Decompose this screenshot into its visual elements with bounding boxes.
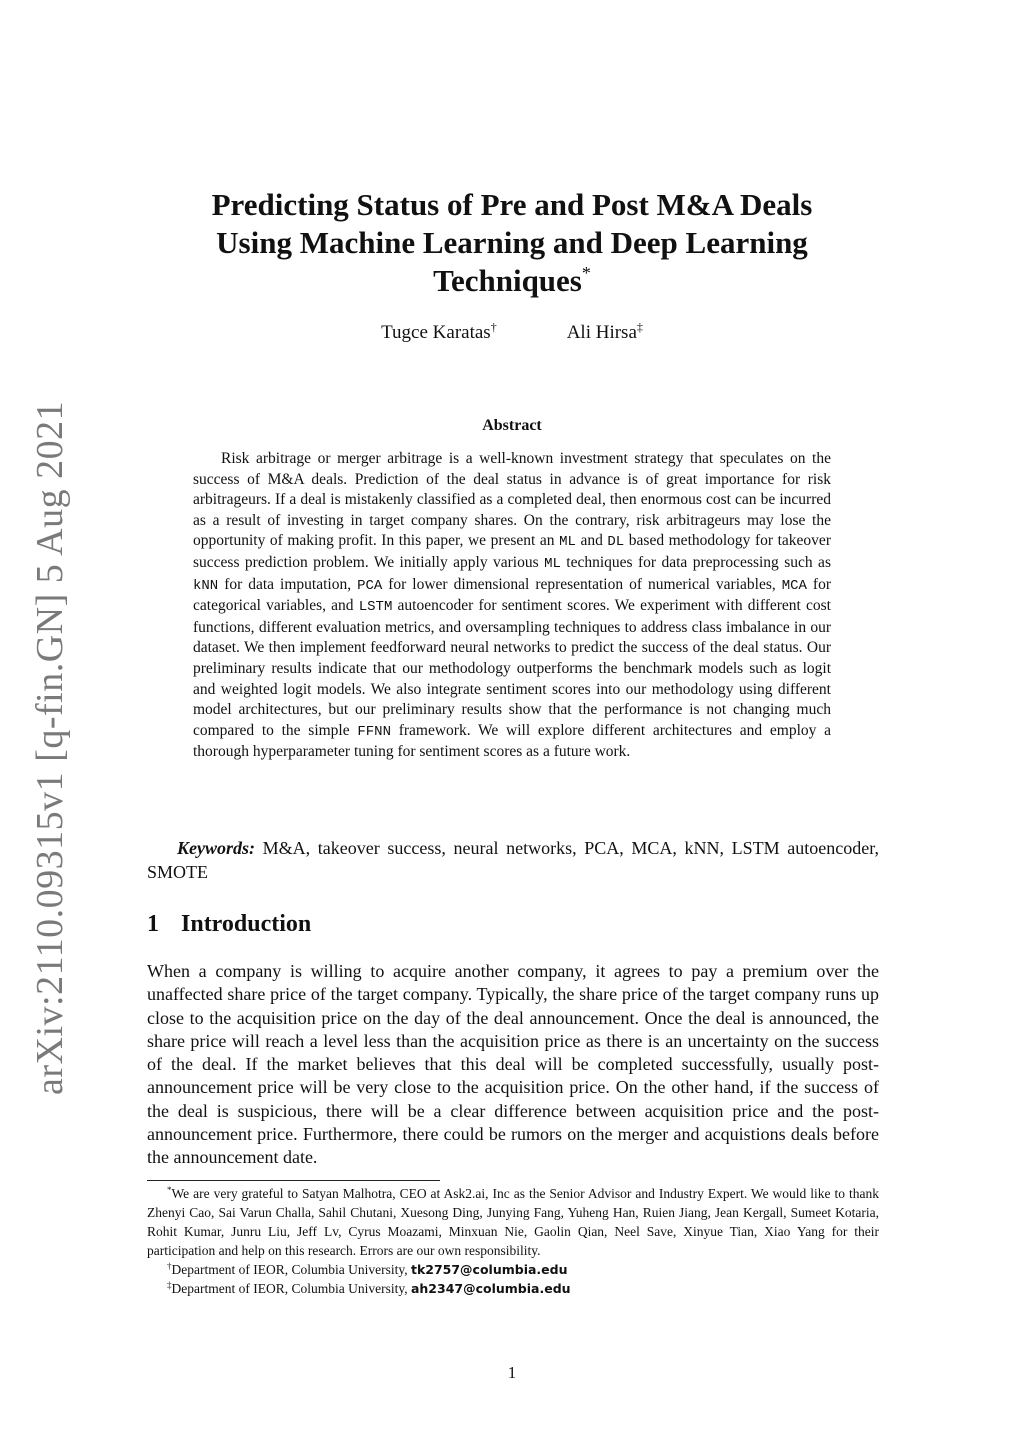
author-name: Tugce Karatas: [381, 322, 491, 343]
footnote-author-2: [147, 1279, 879, 1298]
abstract-code: ML: [559, 534, 576, 551]
author-hirsa: [567, 322, 643, 344]
author-email-link[interactable]: ah2347@columbia.edu: [410, 1281, 571, 1296]
arxiv-identifier-stamp: arXiv:2110.09315v1 [q-fin.GN] 5 Aug 2021: [29, 400, 71, 1095]
section-number: 1: [147, 911, 159, 937]
author-name: Ali Hirsa: [566, 322, 637, 343]
author-footnote-mark: ‡: [636, 320, 643, 334]
abstract-heading: Abstract: [482, 417, 542, 434]
title-line-3: [140, 262, 884, 300]
author-email-link[interactable]: tk2757@columbia.edu: [410, 1262, 568, 1277]
abstract-body: [193, 449, 831, 763]
author-list: [140, 322, 884, 344]
footnote-text: We are very grateful to Satyan Malhotra, CEO at Ask2.ai, Inc as the Senior Advisor and Industry Expert. We would like to thank Zhenyi Cao, Sai Varun Challa, Sahil Chutani, Xuesong Ding, Junying Fang, Yuheng Han, Ruien Jiang, Jean Kergall, Sumeet Kotaria, Rohit Kumar, Junru Liu, Jeff Lv, Cyrus Moazami, Minxuan Nie, Gaolin Qian, Neel Save, Xinyue Tian, Xiao Yang for their participation and help on this research. Errors are our own responsibility.: [147, 1186, 879, 1258]
abstract-text: for data imputation,: [218, 575, 358, 593]
footnotes: [147, 1184, 879, 1298]
paper-title: [140, 186, 884, 300]
abstract-code: PCA: [357, 577, 383, 594]
footnote-divider: [147, 1180, 440, 1181]
footnote-text: Department of IEOR, Columbia University,: [171, 1262, 411, 1277]
abstract-code: DL: [607, 534, 625, 551]
title-line-3-text: Techniques: [433, 263, 582, 298]
abstract-code: LSTM: [358, 599, 393, 616]
page-number: 1: [507, 1363, 517, 1382]
introduction-paragraph: When a company is willing to acquire another company, it agrees to pay a premium over the unaffected share price of the target company. Typically, the share price of the target company runs up close to the acquisition price on the day of the deal announcement. Once the deal is announced, the share price will reach a level less than the acquisition price as there is an uncertainty on the success of the deal. If the market believes that this deal will be completed successfully, usually post-announcement price will be very close to the acquisition price. On the other hand, if the success of the deal is suspicious, there will be a clear difference between acquisition price and the post-announcement price. Furthermore, there could be rumors on the merger and acquistions deals before the announcement date.: [147, 961, 879, 1168]
abstract-code: FFNN: [357, 723, 391, 740]
abstract-text: based methodology for takeover success prediction problem. We initially apply various: [193, 532, 831, 571]
section-title: Introduction: [181, 911, 312, 937]
section-heading: [147, 911, 311, 938]
abstract-text: framework. We will explore different architectures and employ a thorough hyperparameter tuning for sentiment scores as a future work.: [193, 721, 831, 761]
abstract-text: autoencoder for sentiment scores. We experiment with different cost functions, different evaluation metrics, and oversampling techniques to address class imbalance in our dataset. We then implement feedforward neural networks to predict the success of the deal status. Our preliminary results indicate that our methodology outperforms the benchmark models such as logit and weighted logit models. We also integrate sentiment scores into our methodology using different model architectures, but our preliminary results show that the performance is not changing much compared to the simple: [193, 597, 831, 739]
abstract-text: and: [575, 532, 608, 550]
abstract-text: techniques for data preprocessing such as: [560, 553, 831, 571]
keywords-text: M&A, takeover success, neural networks, PCA, MCA, kNN, LSTM autoencoder, SMOTE: [147, 838, 879, 882]
keywords-paragraph: [147, 836, 879, 884]
abstract-code: MCA: [781, 577, 807, 594]
keywords-label: Keywords:: [177, 838, 255, 858]
footnote-acknowledgements: [147, 1184, 879, 1260]
author-karatas: [381, 322, 497, 344]
abstract-text: Risk arbitrage or merger arbitrage is a well-known investment strategy that speculates on the success of M&A deals. Prediction of the deal status in advance is of great importance for risk arbitrageurs. If a deal is mistakenly classified as a completed deal, then enormous cost can be incurred as a result of investing in target company shares. On the contrary, risk arbitrageurs may lose the opportunity of making profit. In this paper, we present an: [193, 450, 831, 550]
footnote-mark: †: [167, 1261, 172, 1271]
footnote-mark: ‡: [167, 1280, 172, 1290]
title-footnote-mark: *: [581, 263, 591, 283]
title-line-1: Predicting Status of Pre and Post M&A Deals: [211, 187, 813, 222]
abstract-text: for categorical variables, and: [193, 575, 831, 615]
title-line-2: Using Machine Learning and Deep Learning: [216, 225, 808, 260]
abstract-code: ML: [544, 555, 561, 572]
footnote-author-1: [147, 1260, 879, 1279]
footnote-mark: *: [167, 1185, 172, 1195]
author-footnote-mark: †: [490, 320, 497, 334]
abstract-text: for lower dimensional representation of numerical variables,: [382, 575, 782, 593]
footnote-text: Department of IEOR, Columbia University,: [171, 1281, 411, 1296]
abstract-code: kNN: [193, 577, 219, 594]
